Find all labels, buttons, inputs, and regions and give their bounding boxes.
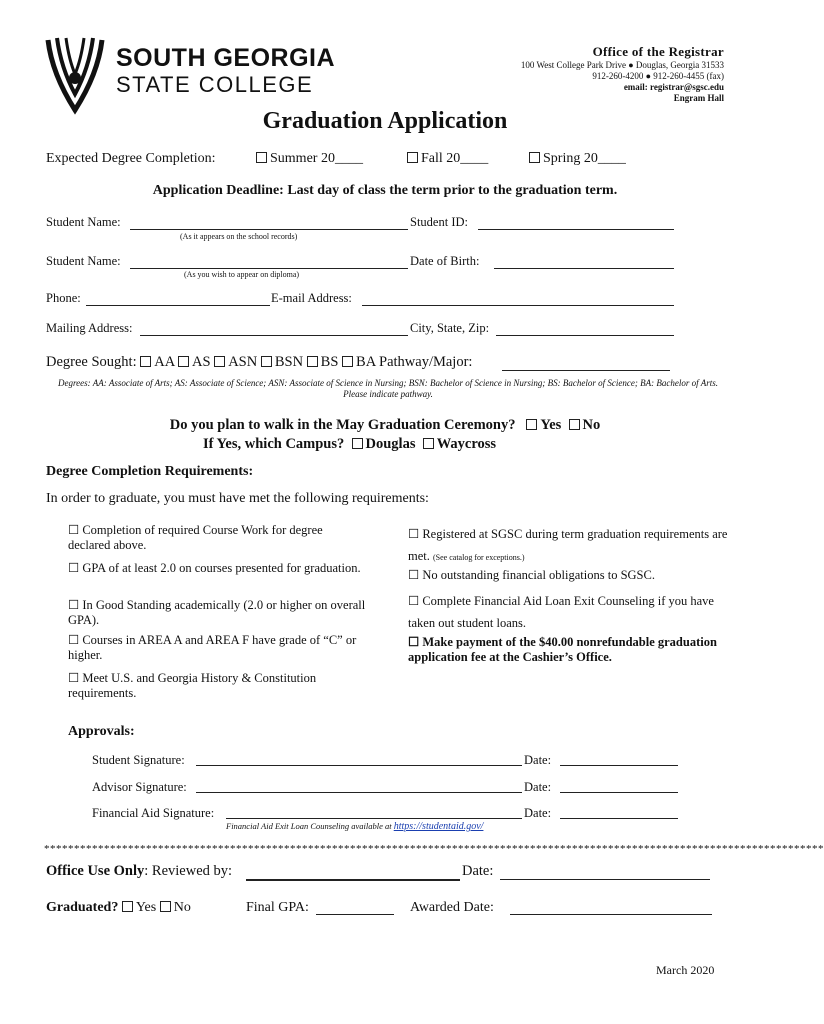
requirement-good-standing: ☐ In Good Standing academically (2.0 or higher on overall GPA). bbox=[68, 598, 366, 627]
advisor-signature-label: Advisor Signature: bbox=[92, 780, 187, 794]
asn-label: ASN bbox=[228, 354, 258, 370]
bsn-checkbox[interactable] bbox=[261, 356, 272, 367]
graduated-no-checkbox[interactable] bbox=[160, 901, 171, 912]
page-title: Graduation Application bbox=[262, 108, 508, 134]
diploma-name-label: Student Name: bbox=[46, 254, 121, 268]
student-name-field[interactable] bbox=[130, 229, 408, 230]
requirement-loan-counseling: ☐ Complete Financial Aid Loan Exit Counseling if you have taken out student loans. bbox=[408, 594, 714, 630]
student-name-hint: (As it appears on the school records) bbox=[180, 232, 298, 241]
graduated-yes-label: Yes bbox=[135, 900, 157, 915]
finaid-note bbox=[226, 821, 483, 832]
degree-option-aa[interactable] bbox=[140, 354, 174, 370]
ceremony-no-checkbox[interactable] bbox=[569, 419, 580, 430]
advisor-signature-field[interactable] bbox=[196, 792, 522, 793]
final-gpa-label: Final GPA: bbox=[246, 900, 309, 915]
degree-option-bsn[interactable] bbox=[261, 354, 303, 370]
ceremony-no-option[interactable] bbox=[569, 417, 601, 433]
school-name-line2: STATE COLLEGE bbox=[116, 72, 314, 97]
phone-field[interactable] bbox=[86, 305, 270, 306]
divider: ********************************************************************************************************************************** bbox=[44, 843, 824, 855]
requirement-coursework: ☐ Completion of required Course Work for degree declared above. bbox=[68, 523, 323, 552]
student-name-label: Student Name: bbox=[46, 215, 121, 229]
application-deadline: Application Deadline: Last day of class the term prior to the graduation term. bbox=[152, 183, 618, 198]
fall-label: Fall 20____ bbox=[421, 151, 489, 166]
aa-checkbox[interactable] bbox=[140, 356, 151, 367]
office-date-label: Date: bbox=[462, 863, 494, 879]
requirement-history: ☐ Meet U.S. and Georgia History & Constitution requirements. bbox=[68, 671, 317, 700]
awarded-date-label: Awarded Date: bbox=[410, 900, 494, 915]
requirement-fee: ☐ Make payment of the $40.00 nonrefundable graduation application fee at the Cashier’s Office. bbox=[408, 635, 717, 664]
requirements-heading: Degree Completion Requirements: bbox=[46, 464, 254, 479]
pathway-label: Pathway/Major: bbox=[379, 354, 473, 370]
douglas-option[interactable] bbox=[352, 436, 416, 452]
degree-completion-label: Expected Degree Completion: bbox=[46, 151, 216, 166]
degree-option-asn[interactable] bbox=[214, 354, 257, 370]
awarded-date-field[interactable] bbox=[510, 914, 712, 915]
summer-checkbox[interactable] bbox=[256, 152, 267, 163]
ceremony-no-label: No bbox=[582, 417, 601, 433]
graduated-no-label: No bbox=[173, 900, 191, 915]
diploma-name-hint: (As you wish to appear on diploma) bbox=[184, 270, 300, 279]
ceremony-yes-checkbox[interactable] bbox=[526, 419, 537, 430]
spring-label: Spring 20____ bbox=[543, 151, 626, 166]
bsn-label: BSN bbox=[274, 354, 304, 370]
city-state-zip-field[interactable] bbox=[496, 335, 674, 336]
degree-abbreviations-note: Degrees: AA: Associate of Arts; AS: Associate of Science; ASN: Associate of Science in Nursing; BSN: Bachelor of Science in Nursing; BS: Bachelor of Science; BA: Bachelor of Arts. Please indicate pathway. bbox=[58, 378, 718, 399]
finaid-date-label: Date: bbox=[524, 806, 552, 820]
graduated-row bbox=[46, 900, 191, 916]
requirement-registered bbox=[408, 523, 728, 569]
degree-option-ba[interactable] bbox=[342, 354, 375, 370]
ba-checkbox[interactable] bbox=[342, 356, 353, 367]
graduated-yes-option[interactable] bbox=[122, 900, 156, 915]
graduated-label: Graduated? bbox=[46, 900, 119, 915]
studentaid-link[interactable]: https://studentaid.gov/ bbox=[393, 821, 484, 832]
mailing-address-field[interactable] bbox=[140, 335, 408, 336]
office-building: Engram Hall bbox=[673, 93, 724, 103]
office-address: 100 West College Park Drive ● Douglas, Georgia 31533 bbox=[520, 60, 724, 70]
summer-option[interactable] bbox=[256, 151, 363, 167]
finaid-signature-label: Financial Aid Signature: bbox=[92, 806, 215, 820]
degree-option-as[interactable] bbox=[178, 354, 211, 370]
requirement-registered-note: (See catalog for exceptions.) bbox=[433, 553, 525, 562]
campus-question-row bbox=[203, 436, 496, 453]
pathway-field[interactable] bbox=[502, 370, 670, 371]
waycross-option[interactable] bbox=[423, 436, 496, 452]
office-title: Office of the Registrar bbox=[592, 44, 724, 59]
campus-question: If Yes, which Campus? bbox=[203, 436, 345, 452]
degree-sought-row bbox=[46, 354, 472, 371]
waycross-checkbox[interactable] bbox=[423, 438, 434, 449]
ceremony-question: Do you plan to walk in the May Graduation Ceremony? bbox=[169, 417, 516, 433]
as-checkbox[interactable] bbox=[178, 356, 189, 367]
footer-date: March 2020 bbox=[656, 963, 715, 977]
finaid-note-text: Financial Aid Exit Loan Counseling available at bbox=[226, 821, 392, 831]
requirement-gpa: ☐ GPA of at least 2.0 on courses presented for graduation. bbox=[68, 561, 361, 575]
student-date-label: Date: bbox=[524, 753, 552, 767]
requirement-area-grades: ☐ Courses in AREA A and AREA F have grade of “C” or higher. bbox=[68, 633, 357, 662]
school-name-line1: SOUTH GEORGIA bbox=[116, 44, 336, 72]
email-field[interactable] bbox=[362, 305, 674, 306]
finaid-signature-field[interactable] bbox=[226, 818, 522, 819]
ceremony-question-row bbox=[0, 417, 770, 434]
mailing-address-label: Mailing Address: bbox=[46, 321, 133, 335]
bs-label: BS bbox=[320, 354, 339, 370]
reviewed-by-label: : Reviewed by: bbox=[144, 863, 233, 879]
city-state-zip-label: City, State, Zip: bbox=[410, 321, 490, 335]
advisor-date-field[interactable] bbox=[560, 792, 678, 793]
phone-label: Phone: bbox=[46, 291, 81, 305]
summer-label: Summer 20____ bbox=[270, 151, 363, 166]
as-label: AS bbox=[192, 354, 211, 370]
douglas-label: Douglas bbox=[365, 436, 416, 452]
spring-option[interactable] bbox=[529, 151, 626, 167]
student-id-label: Student ID: bbox=[410, 215, 468, 229]
aa-label: AA bbox=[154, 354, 175, 370]
dob-field[interactable] bbox=[494, 268, 674, 269]
degree-sought-label: Degree Sought: bbox=[46, 354, 137, 370]
registrar-contact bbox=[521, 44, 724, 104]
office-use-row bbox=[46, 863, 232, 880]
student-id-field[interactable] bbox=[478, 229, 674, 230]
ceremony-yes-option[interactable] bbox=[526, 417, 561, 433]
dob-label: Date of Birth: bbox=[410, 254, 480, 268]
student-signature-field[interactable] bbox=[196, 765, 522, 766]
fall-option[interactable] bbox=[407, 151, 488, 167]
ba-label: BA bbox=[356, 354, 376, 370]
requirement-registered-text: ☐ Registered at SGSC during term graduation requirements are met. bbox=[408, 527, 728, 563]
college-logo-icon bbox=[44, 34, 106, 114]
bs-checkbox[interactable] bbox=[307, 356, 318, 367]
student-date-field[interactable] bbox=[560, 765, 678, 766]
office-phones: 912-260-4200 ● 912-260-4455 (fax) bbox=[592, 71, 724, 81]
requirement-financial: ☐ No outstanding financial obligations to SGSC. bbox=[408, 568, 655, 582]
office-date-field[interactable] bbox=[500, 879, 710, 880]
douglas-checkbox[interactable] bbox=[352, 438, 363, 449]
ceremony-yes-label: Yes bbox=[540, 417, 562, 433]
office-email: email: registrar@sgsc.edu bbox=[623, 82, 724, 92]
requirements-intro: In order to graduate, you must have met the following requirements: bbox=[46, 491, 429, 506]
finaid-date-field[interactable] bbox=[560, 818, 678, 819]
fall-checkbox[interactable] bbox=[407, 152, 418, 163]
graduated-yes-checkbox[interactable] bbox=[122, 901, 133, 912]
graduated-no-option[interactable] bbox=[160, 900, 191, 915]
degree-option-bs[interactable] bbox=[307, 354, 339, 370]
final-gpa-field[interactable] bbox=[316, 914, 394, 915]
reviewed-by-field[interactable] bbox=[246, 879, 460, 881]
approvals-heading: Approvals: bbox=[68, 724, 135, 739]
spring-checkbox[interactable] bbox=[529, 152, 540, 163]
waycross-label: Waycross bbox=[436, 436, 497, 452]
diploma-name-field[interactable] bbox=[130, 268, 408, 269]
advisor-date-label: Date: bbox=[524, 780, 552, 794]
office-use-label: Office Use Only bbox=[46, 863, 145, 879]
email-label: E-mail Address: bbox=[271, 291, 352, 305]
asn-checkbox[interactable] bbox=[214, 356, 225, 367]
student-signature-label: Student Signature: bbox=[92, 753, 185, 767]
